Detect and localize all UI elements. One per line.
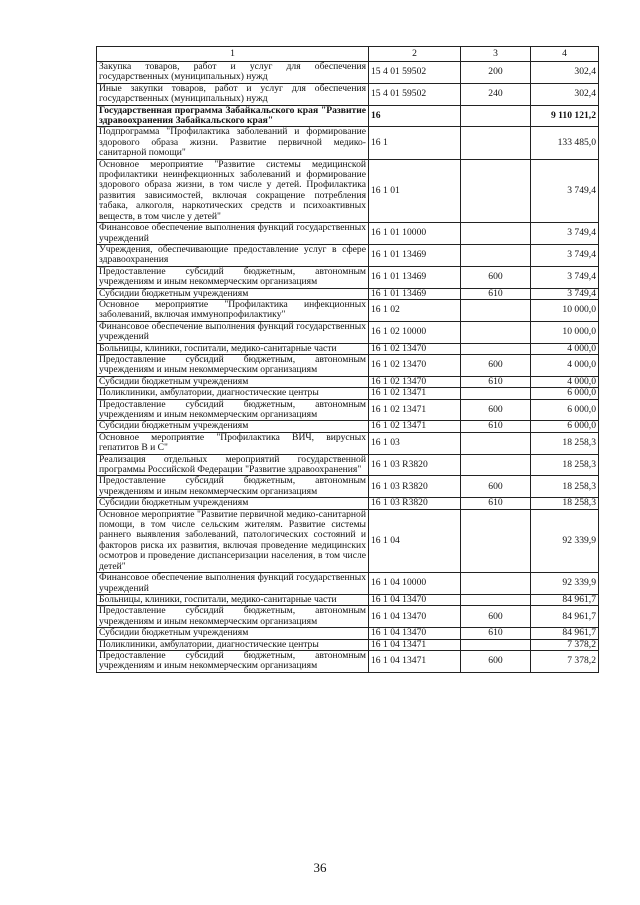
row-code-cell: 16 1 02 13471 — [369, 421, 461, 432]
row-amount-cell: 7 378,2 — [531, 650, 599, 672]
table-row — [97, 476, 599, 498]
table-row — [97, 83, 599, 105]
table-row — [97, 223, 599, 245]
table-row — [97, 62, 599, 84]
row-amount-cell: 92 339,9 — [531, 573, 599, 595]
row-expense-type-cell — [461, 343, 531, 354]
table-row — [97, 266, 599, 288]
row-name-cell: Субсидии бюджетным учреждениям — [97, 376, 369, 387]
row-amount-cell: 84 961,7 — [531, 628, 599, 639]
row-code-cell: 16 1 02 13470 — [369, 354, 461, 376]
header-col-1: 1 — [97, 47, 369, 62]
table-row — [97, 650, 599, 672]
row-code-cell: 16 1 01 — [369, 159, 461, 222]
table-header-row — [97, 47, 599, 62]
row-name-cell: Предоставление субсидий бюджетным, автономным учреждениям и иным некоммерческим организациям — [97, 650, 369, 672]
row-name-cell: Учреждения, обеспечивающие предоставление услуг в сфере здравоохранения — [97, 244, 369, 266]
row-name-cell: Основное мероприятие "Развитие системы медицинской профилактики неинфекционных заболеваний и формирование здорового образа жизни, в том числе у детей. Профилактика развития зависимостей, включая сокращение потребления табака, алкоголя, наркотических средств и психоактивных веществ, в том числе у детей" — [97, 159, 369, 222]
row-expense-type-cell: 610 — [461, 376, 531, 387]
table-row — [97, 127, 599, 159]
row-expense-type-cell: 600 — [461, 606, 531, 628]
row-expense-type-cell — [461, 244, 531, 266]
row-amount-cell: 10 000,0 — [531, 299, 599, 321]
row-expense-type-cell — [461, 639, 531, 650]
row-name-cell: Финансовое обеспечение выполнения функций государственных учреждений — [97, 573, 369, 595]
budget-table — [96, 46, 599, 673]
row-code-cell: 16 1 02 10000 — [369, 321, 461, 343]
row-amount-cell: 18 258,3 — [531, 498, 599, 509]
table-row — [97, 509, 599, 572]
row-amount-cell: 6 000,0 — [531, 388, 599, 399]
row-amount-cell: 6 000,0 — [531, 399, 599, 421]
table-row — [97, 594, 599, 605]
row-expense-type-cell — [461, 594, 531, 605]
header-col-2: 2 — [369, 47, 461, 62]
row-expense-type-cell — [461, 159, 531, 222]
row-name-cell: Предоставление субсидий бюджетным, автономным учреждениям и иным некоммерческим организациям — [97, 606, 369, 628]
row-amount-cell: 4 000,0 — [531, 354, 599, 376]
row-expense-type-cell: 610 — [461, 288, 531, 299]
row-amount-cell: 302,4 — [531, 62, 599, 84]
row-amount-cell: 3 749,4 — [531, 244, 599, 266]
row-code-cell: 16 1 03 — [369, 432, 461, 454]
table-row — [97, 628, 599, 639]
row-expense-type-cell: 600 — [461, 650, 531, 672]
row-code-cell: 16 1 02 13470 — [369, 376, 461, 387]
table-row — [97, 454, 599, 476]
table-row — [97, 573, 599, 595]
row-amount-cell: 92 339,9 — [531, 509, 599, 572]
row-name-cell: Предоставление субсидий бюджетным, автономным учреждениям и иным некоммерческим организациям — [97, 266, 369, 288]
table-row — [97, 498, 599, 509]
header-col-4: 4 — [531, 47, 599, 62]
row-code-cell: 16 1 01 10000 — [369, 223, 461, 245]
row-name-cell: Государственная программа Забайкальского края "Развитие здравоохранения Забайкальского края" — [97, 105, 369, 127]
row-code-cell: 16 1 01 13469 — [369, 266, 461, 288]
row-name-cell: Предоставление субсидий бюджетным, автономным учреждениям и иным некоммерческим организациям — [97, 399, 369, 421]
row-amount-cell: 3 749,4 — [531, 266, 599, 288]
row-code-cell: 16 1 02 13470 — [369, 343, 461, 354]
row-name-cell: Предоставление субсидий бюджетным, автономным учреждениям и иным некоммерческим организациям — [97, 476, 369, 498]
row-amount-cell: 302,4 — [531, 83, 599, 105]
row-amount-cell: 4 000,0 — [531, 343, 599, 354]
row-expense-type-cell — [461, 105, 531, 127]
row-name-cell: Поликлиники, амбулатории, диагностические центры — [97, 639, 369, 650]
table-row — [97, 399, 599, 421]
row-amount-cell: 7 378,2 — [531, 639, 599, 650]
row-name-cell: Субсидии бюджетным учреждениям — [97, 498, 369, 509]
row-expense-type-cell — [461, 223, 531, 245]
table-row — [97, 288, 599, 299]
row-name-cell: Закупка товаров, работ и услуг для обеспечения государственных (муниципальных) нужд — [97, 62, 369, 84]
row-name-cell: Субсидии бюджетным учреждениям — [97, 628, 369, 639]
row-name-cell: Основное мероприятие "Развитие первичной медико-санитарной помощи, в том числе сельским жителям. Развитие системы раннего выявления заболеваний, патологических состояний и факторов риска их развития, включая проведение медицинских осмотров и проведение диспансеризации населения, в том числе детей" — [97, 509, 369, 572]
row-code-cell: 16 1 03 R3820 — [369, 498, 461, 509]
row-code-cell: 16 1 02 13471 — [369, 399, 461, 421]
row-amount-cell: 3 749,4 — [531, 159, 599, 222]
row-code-cell: 16 1 04 13470 — [369, 606, 461, 628]
row-name-cell: Больницы, клиники, госпитали, медико-санитарные части — [97, 594, 369, 605]
row-name-cell: Больницы, клиники, госпитали, медико-санитарные части — [97, 343, 369, 354]
row-code-cell: 16 1 04 13471 — [369, 650, 461, 672]
row-code-cell: 15 4 01 59502 — [369, 62, 461, 84]
row-code-cell: 16 — [369, 105, 461, 127]
table-row — [97, 159, 599, 222]
row-code-cell: 16 1 04 13470 — [369, 628, 461, 639]
row-expense-type-cell: 600 — [461, 354, 531, 376]
table-row — [97, 639, 599, 650]
row-expense-type-cell: 600 — [461, 399, 531, 421]
row-code-cell: 15 4 01 59502 — [369, 83, 461, 105]
row-expense-type-cell — [461, 321, 531, 343]
row-amount-cell: 18 258,3 — [531, 454, 599, 476]
row-amount-cell: 3 749,4 — [531, 223, 599, 245]
row-code-cell: 16 1 04 10000 — [369, 573, 461, 595]
row-code-cell: 16 1 03 R3820 — [369, 454, 461, 476]
row-expense-type-cell — [461, 573, 531, 595]
table-row — [97, 388, 599, 399]
row-expense-type-cell — [461, 388, 531, 399]
row-expense-type-cell — [461, 454, 531, 476]
row-name-cell: Субсидии бюджетным учреждениям — [97, 421, 369, 432]
table-body — [97, 62, 599, 673]
row-name-cell: Финансовое обеспечение выполнения функций государственных учреждений — [97, 223, 369, 245]
row-amount-cell: 84 961,7 — [531, 594, 599, 605]
row-code-cell: 16 1 01 13469 — [369, 288, 461, 299]
row-name-cell: Иные закупки товаров, работ и услуг для обеспечения государственных (муниципальных) нужд — [97, 83, 369, 105]
row-code-cell: 16 1 04 13470 — [369, 594, 461, 605]
row-expense-type-cell: 200 — [461, 62, 531, 84]
row-name-cell: Основное мероприятие "Профилактика инфекционных заболеваний, включая иммунопрофилактику" — [97, 299, 369, 321]
page-number: 36 — [313, 860, 327, 875]
row-name-cell: Реализация отдельных мероприятий государственной программы Российской Федерации "Развитие здравоохранения" — [97, 454, 369, 476]
row-code-cell: 16 1 04 — [369, 509, 461, 572]
row-code-cell: 16 1 — [369, 127, 461, 159]
row-amount-cell: 10 000,0 — [531, 321, 599, 343]
row-expense-type-cell — [461, 299, 531, 321]
row-name-cell: Основное мероприятие "Профилактика ВИЧ, вирусных гепатитов В и С" — [97, 432, 369, 454]
row-amount-cell: 9 110 121,2 — [531, 105, 599, 127]
table-row — [97, 354, 599, 376]
table-row — [97, 321, 599, 343]
row-code-cell: 16 1 01 13469 — [369, 244, 461, 266]
row-expense-type-cell: 610 — [461, 628, 531, 639]
header-col-3: 3 — [461, 47, 531, 62]
row-expense-type-cell: 610 — [461, 421, 531, 432]
table-row — [97, 105, 599, 127]
row-amount-cell: 84 961,7 — [531, 606, 599, 628]
row-amount-cell: 18 258,3 — [531, 476, 599, 498]
row-expense-type-cell — [461, 127, 531, 159]
row-code-cell: 16 1 03 R3820 — [369, 476, 461, 498]
row-amount-cell: 133 485,0 — [531, 127, 599, 159]
row-amount-cell: 6 000,0 — [531, 421, 599, 432]
table-row — [97, 343, 599, 354]
row-expense-type-cell — [461, 509, 531, 572]
table-row — [97, 432, 599, 454]
table-row — [97, 299, 599, 321]
row-name-cell: Подпрограмма "Профилактика заболеваний и формирование здорового образа жизни. Развитие первичной медико-санитарной помощи" — [97, 127, 369, 159]
row-name-cell: Финансовое обеспечение выполнения функций государственных учреждений — [97, 321, 369, 343]
row-expense-type-cell: 610 — [461, 498, 531, 509]
row-expense-type-cell — [461, 432, 531, 454]
row-amount-cell: 4 000,0 — [531, 376, 599, 387]
table-row — [97, 606, 599, 628]
row-name-cell: Поликлиники, амбулатории, диагностические центры — [97, 388, 369, 399]
row-amount-cell: 18 258,3 — [531, 432, 599, 454]
row-expense-type-cell: 600 — [461, 266, 531, 288]
row-name-cell: Субсидии бюджетным учреждениям — [97, 288, 369, 299]
row-code-cell: 16 1 02 — [369, 299, 461, 321]
table-row — [97, 244, 599, 266]
row-expense-type-cell: 240 — [461, 83, 531, 105]
row-code-cell: 16 1 04 13471 — [369, 639, 461, 650]
row-code-cell: 16 1 02 13471 — [369, 388, 461, 399]
table-row — [97, 421, 599, 432]
row-amount-cell: 3 749,4 — [531, 288, 599, 299]
row-name-cell: Предоставление субсидий бюджетным, автономным учреждениям и иным некоммерческим организациям — [97, 354, 369, 376]
row-expense-type-cell: 600 — [461, 476, 531, 498]
table-row — [97, 376, 599, 387]
